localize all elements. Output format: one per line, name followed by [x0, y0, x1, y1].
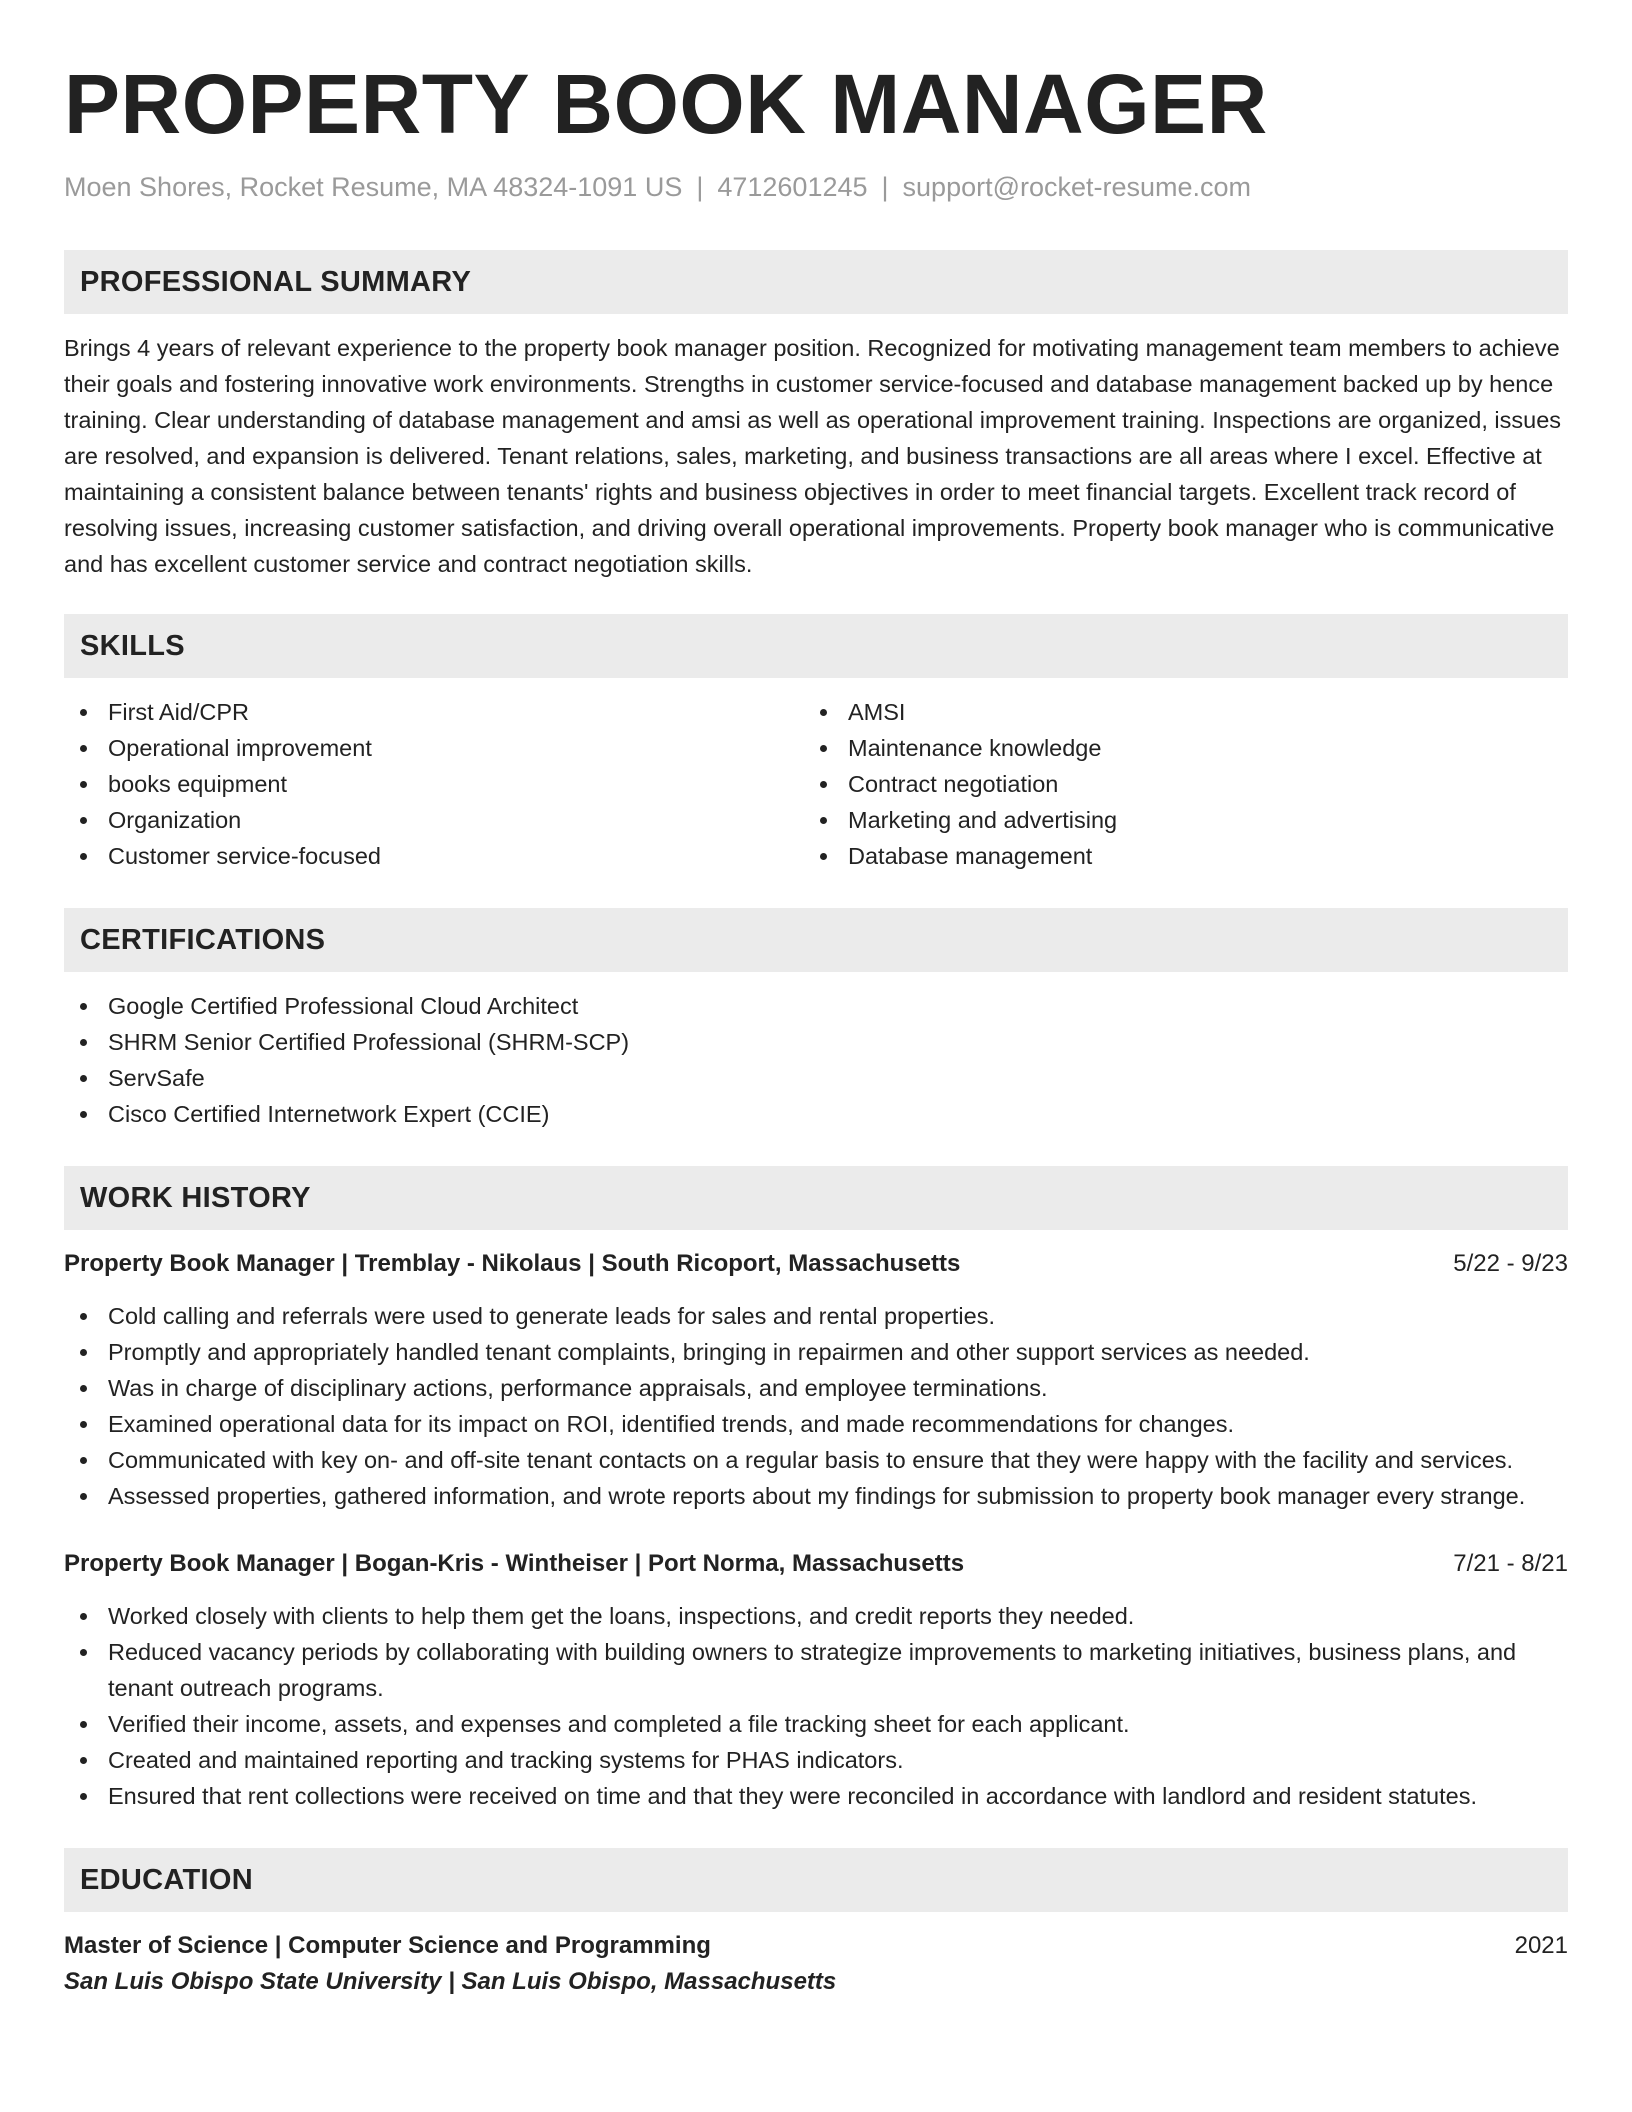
- job-header: [64, 1246, 1568, 1282]
- job-bullet: Communicated with key on- and off-site tenant contacts on a regular basis to ensure that they were happy with the facility and services.: [64, 1442, 1568, 1478]
- job-entry: [64, 1546, 1568, 1814]
- job-bullet: Cold calling and referrals were used to generate leads for sales and rental properties.: [64, 1298, 1568, 1334]
- certification-item: Cisco Certified Internetwork Expert (CCIE): [64, 1096, 1568, 1132]
- certifications-list: [64, 988, 1568, 1132]
- section-header-skills: SKILLS: [64, 614, 1568, 678]
- skill-item: Operational improvement: [64, 730, 804, 766]
- section-header-education: EDUCATION: [64, 1848, 1568, 1912]
- job-entry: [64, 1246, 1568, 1514]
- education-entry: [64, 1928, 1568, 2000]
- certification-item: ServSafe: [64, 1060, 1568, 1096]
- job-bullet: Verified their income, assets, and expenses and completed a file tracking sheet for each applicant.: [64, 1706, 1568, 1742]
- skill-item: AMSI: [804, 694, 1544, 730]
- job-dates: 5/22 - 9/23: [1453, 1250, 1568, 1277]
- education-header: [64, 1928, 1568, 1964]
- skill-item: Database management: [804, 838, 1544, 874]
- resume-title: PROPERTY BOOK MANAGER: [64, 57, 1268, 151]
- skill-item: Maintenance knowledge: [804, 730, 1544, 766]
- education-year: 2021: [1514, 1932, 1568, 1959]
- contact-line: [64, 170, 1568, 204]
- job-bullet: Promptly and appropriately handled tenant complaints, bringing in repairmen and other support services as needed.: [64, 1334, 1568, 1370]
- summary-text: Brings 4 years of relevant experience to the property book manager position. Recognized for motivating management team members to achieve their goals and fostering innovative work environments. Strengths in customer service-focused and database management backed up by hence training. Clear understanding of database management and amsi as well as operational improvement training. Inspections are organized, issues are resolved, and expansion is delivered. Tenant relations, sales, marketing, and business transactions are all areas where I excel. Effective at maintaining a consistent balance between tenants' rights and business objectives in order to meet financial targets. Excellent track record of resolving issues, increasing customer satisfaction, and driving overall operational improvements. Property book manager who is communicative and has excellent customer service and contract negotiation skills.: [64, 335, 1562, 577]
- certification-item: Google Certified Professional Cloud Architect: [64, 988, 1568, 1024]
- job-dates: 7/21 - 8/21: [1453, 1550, 1568, 1577]
- skill-item: Organization: [64, 802, 804, 838]
- skills-grid: [64, 694, 1568, 874]
- job-bullet: Examined operational data for its impact on ROI, identified trends, and made recommendations for changes.: [64, 1406, 1568, 1442]
- education-school: San Luis Obispo State University | San Luis Obispo, Massachusetts: [64, 1968, 837, 1995]
- job-bullet: Ensured that rent collections were received on time and that they were reconciled in accordance with landlord and resident statutes.: [64, 1778, 1568, 1814]
- skill-item: First Aid/CPR: [64, 694, 804, 730]
- job-bullets: [64, 1598, 1568, 1814]
- contact-email: support@rocket-resume.com: [902, 172, 1252, 202]
- section-header-certifications: CERTIFICATIONS: [64, 908, 1568, 972]
- contact-address: Moen Shores, Rocket Resume, MA 48324-1091 US: [64, 172, 683, 202]
- job-bullet: Was in charge of disciplinary actions, performance appraisals, and employee terminations.: [64, 1370, 1568, 1406]
- contact-phone: 4712601245: [717, 172, 868, 202]
- section-header-summary: PROFESSIONAL SUMMARY: [64, 250, 1568, 314]
- skills-list-left: [64, 694, 804, 874]
- certification-item: SHRM Senior Certified Professional (SHRM-SCP): [64, 1024, 1568, 1060]
- skill-item: books equipment: [64, 766, 804, 802]
- skill-item: Marketing and advertising: [804, 802, 1544, 838]
- skill-item: Contract negotiation: [804, 766, 1544, 802]
- job-bullet: Created and maintained reporting and tracking systems for PHAS indicators.: [64, 1742, 1568, 1778]
- section-header-work-history: WORK HISTORY: [64, 1166, 1568, 1230]
- contact-separator: |: [696, 172, 704, 202]
- job-bullet: Assessed properties, gathered information, and wrote reports about my findings for submission to property book manager every strange.: [64, 1478, 1568, 1514]
- job-header: [64, 1546, 1568, 1582]
- education-degree: Master of Science | Computer Science and Programming: [64, 1932, 711, 1959]
- job-bullets: [64, 1298, 1568, 1514]
- job-title: Property Book Manager | Bogan-Kris - Wintheiser | Port Norma, Massachusetts: [64, 1550, 965, 1577]
- skill-item: Customer service-focused: [64, 838, 804, 874]
- skills-list-right: [804, 694, 1544, 874]
- job-title: Property Book Manager | Tremblay - Nikolaus | South Ricoport, Massachusetts: [64, 1250, 961, 1277]
- job-bullet: Worked closely with clients to help them get the loans, inspections, and credit reports they needed.: [64, 1598, 1568, 1634]
- job-bullet: Reduced vacancy periods by collaborating with building owners to strategize improvements to marketing initiatives, business plans, and tenant outreach programs.: [64, 1634, 1568, 1706]
- contact-separator: |: [881, 172, 889, 202]
